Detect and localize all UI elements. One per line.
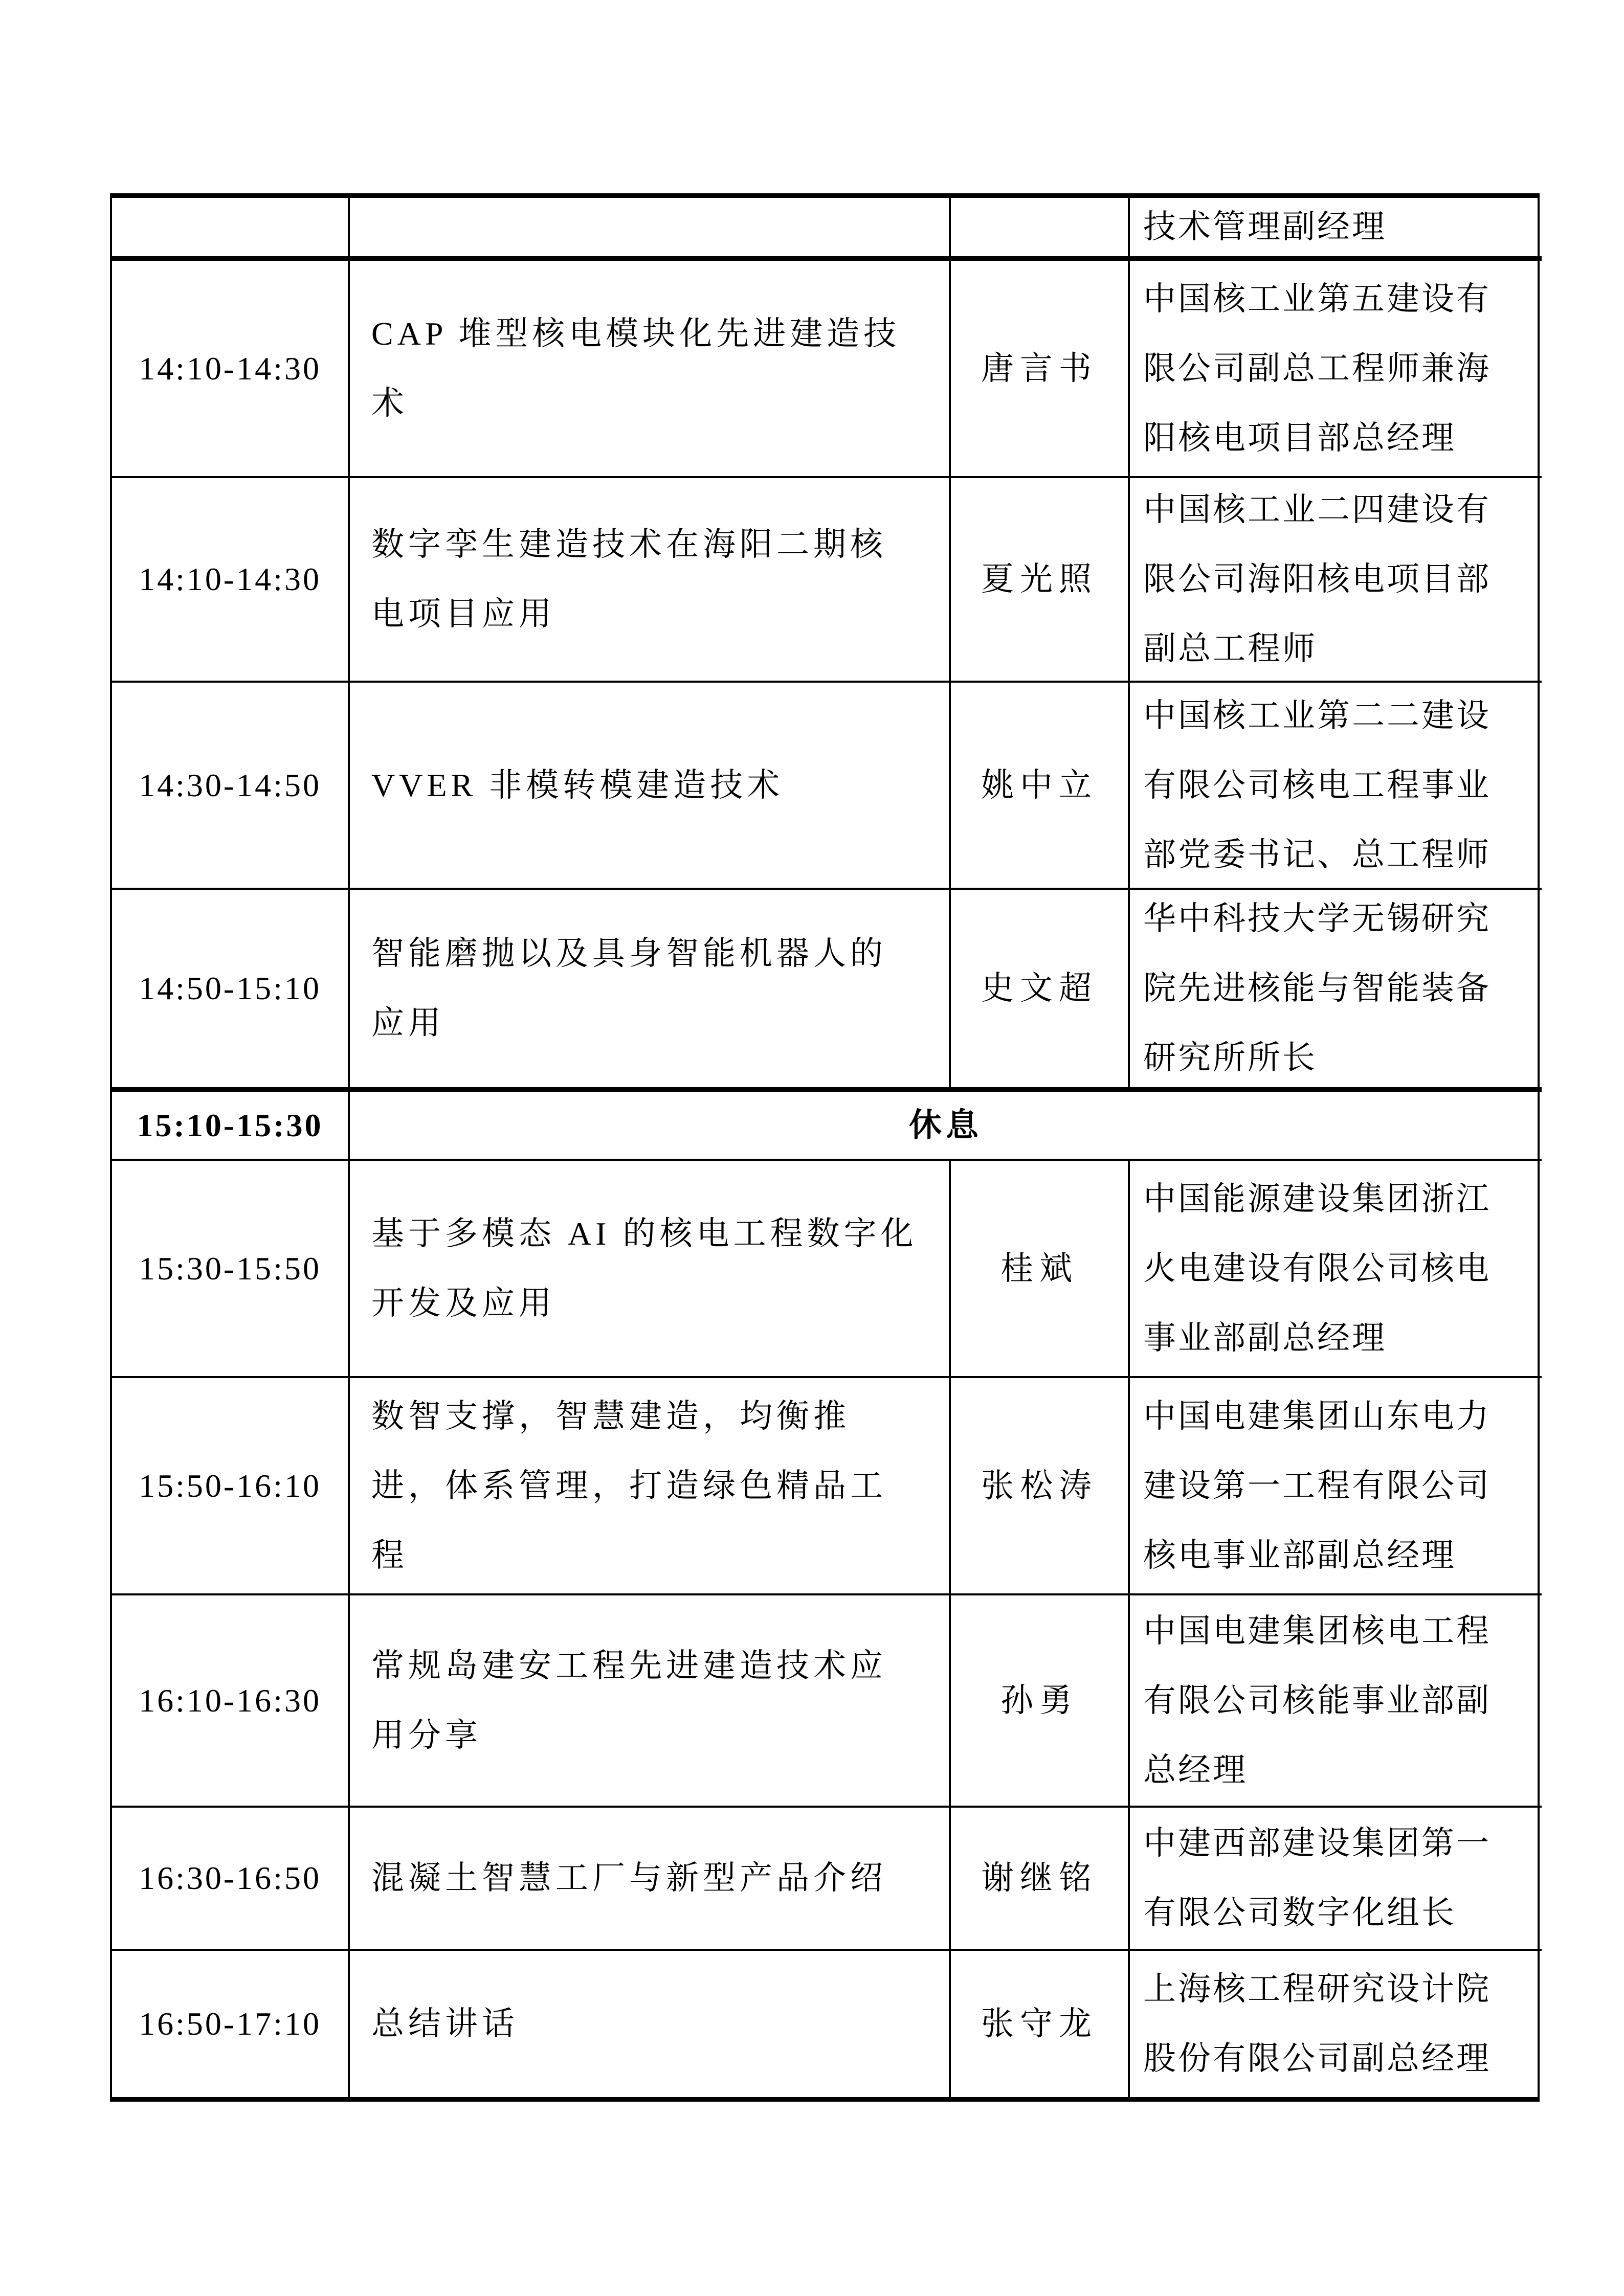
time-cell [112, 1808, 350, 1951]
affiliation-cell [1130, 1951, 1542, 2097]
time-cell-text: 14:10-14:30 [139, 561, 321, 597]
topic-cell [350, 683, 951, 890]
agenda-table [110, 193, 1540, 2102]
time-cell [112, 1378, 350, 1595]
topic-cell [350, 261, 951, 478]
speaker-cell [951, 1808, 1130, 1951]
topic-cell [350, 1808, 951, 1951]
speaker-cell-text: 张守龙 [981, 2006, 1098, 2042]
topic-cell-text: 数字孪生建造技术在海阳二期核电项目应用 [371, 526, 887, 632]
affiliation-cell [1130, 1808, 1542, 1951]
affiliation-cell [1130, 198, 1542, 261]
time-cell-text: 15:30-15:50 [139, 1250, 321, 1287]
time-cell-text: 16:30-16:50 [139, 1860, 321, 1896]
time-cell [112, 478, 350, 683]
time-cell-text: 16:10-16:30 [139, 1682, 321, 1719]
speaker-cell [951, 1378, 1130, 1595]
affiliation-cell [1130, 1595, 1542, 1808]
topic-cell [350, 198, 951, 261]
affiliation-cell-text: 中国能源建设集团浙江火电建设有限公司核电事业部副总经理 [1143, 1180, 1491, 1356]
speaker-cell [951, 198, 1130, 261]
affiliation-cell [1130, 1161, 1542, 1378]
affiliation-cell-text: 中国电建集团核电工程有限公司核能事业部副总经理 [1143, 1612, 1491, 1788]
affiliation-cell [1130, 683, 1542, 890]
speaker-cell-text: 张松涛 [981, 1467, 1098, 1504]
speaker-cell [951, 683, 1130, 890]
affiliation-cell [1130, 890, 1542, 1092]
speaker-cell-text: 桂斌 [1000, 1250, 1078, 1287]
affiliation-cell-text: 技术管理副经理 [1143, 209, 1387, 245]
affiliation-cell [1130, 261, 1542, 478]
affiliation-cell-text: 中国核工业二四建设有限公司海阳核电项目部副总工程师 [1143, 491, 1491, 667]
time-cell [112, 890, 350, 1092]
topic-cell-text: 智能磨抛以及具身智能机器人的应用 [371, 935, 887, 1041]
break-time-cell-text: 15:10-15:30 [137, 1107, 323, 1143]
speaker-cell-text: 谢继铭 [981, 1860, 1098, 1896]
topic-cell-text: 混凝土智慧工厂与新型产品介绍 [371, 1860, 887, 1896]
topic-cell [350, 1378, 951, 1595]
speaker-cell [951, 478, 1130, 683]
speaker-cell-text: 姚中立 [981, 767, 1098, 803]
topic-cell-text: 基于多模态 AI 的核电工程数字化开发及应用 [371, 1215, 918, 1321]
speaker-cell-text: 唐言书 [981, 350, 1098, 387]
speaker-cell [951, 1951, 1130, 2097]
affiliation-cell [1130, 478, 1542, 683]
time-cell-text: 16:50-17:10 [139, 2006, 321, 2042]
time-cell-text: 14:50-15:10 [139, 970, 321, 1006]
speaker-cell [951, 1161, 1130, 1378]
affiliation-cell-text: 上海核工程研究设计院股份有限公司副总经理 [1143, 1971, 1491, 2077]
topic-cell-text: 常规岛建安工程先进建造技术应用分享 [371, 1647, 887, 1753]
topic-cell [350, 1161, 951, 1378]
time-cell [112, 1595, 350, 1808]
time-cell-text: 15:50-16:10 [139, 1467, 321, 1504]
time-cell [112, 1161, 350, 1378]
break-time-cell [112, 1092, 350, 1161]
topic-cell [350, 1951, 951, 2097]
time-cell [112, 198, 350, 261]
affiliation-cell-text: 华中科技大学无锡研究院先进核能与智能装备研究所所长 [1143, 901, 1491, 1076]
affiliation-cell-text: 中国电建集团山东电力建设第一工程有限公司核电事业部副总经理 [1143, 1398, 1491, 1573]
time-cell [112, 1951, 350, 2097]
speaker-cell-text: 夏光照 [981, 561, 1098, 597]
time-cell [112, 683, 350, 890]
speaker-cell [951, 890, 1130, 1092]
speaker-cell [951, 1595, 1130, 1808]
time-cell-text: 14:10-14:30 [139, 350, 321, 387]
speaker-cell-text: 史文超 [981, 970, 1098, 1006]
topic-cell-text: 数智支撑，智慧建造，均衡推进，体系管理，打造绿色精品工程 [371, 1398, 887, 1573]
time-cell [112, 261, 350, 478]
affiliation-cell-text: 中国核工业第五建设有限公司副总工程师兼海阳核电项目部总经理 [1143, 280, 1491, 456]
speaker-cell [951, 261, 1130, 478]
affiliation-cell-text: 中国核工业第二二建设有限公司核电工程事业部党委书记、总工程师 [1143, 697, 1491, 873]
affiliation-cell-text: 中建西部建设集团第一有限公司数字化组长 [1143, 1825, 1491, 1931]
topic-cell [350, 1595, 951, 1808]
topic-cell-text: CAP 堆型核电模块化先进建造技术 [371, 315, 901, 421]
break-row-label-text: 休息 [909, 1107, 983, 1143]
speaker-cell-text: 孙勇 [1000, 1682, 1078, 1719]
affiliation-cell [1130, 1378, 1542, 1595]
topic-cell-text: VVER 非模转模建造技术 [371, 767, 784, 803]
break-row-label [350, 1092, 1542, 1161]
topic-cell [350, 478, 951, 683]
topic-cell [350, 890, 951, 1092]
time-cell-text: 14:30-14:50 [139, 767, 321, 803]
topic-cell-text: 总结讲话 [371, 2006, 519, 2042]
